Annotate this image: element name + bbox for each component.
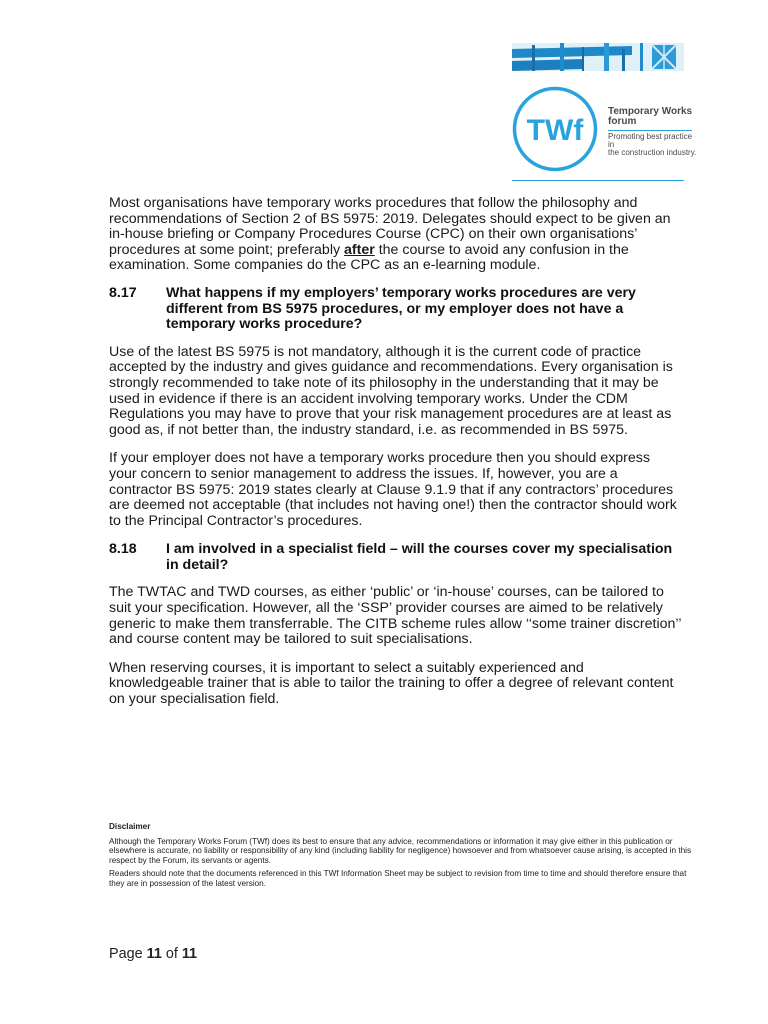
page-label: Page bbox=[109, 946, 143, 962]
disclaimer bbox=[109, 822, 701, 893]
twf-logo-mark bbox=[511, 85, 599, 173]
header-banner-image bbox=[512, 43, 684, 71]
logo-mark-text: TWf bbox=[526, 114, 584, 147]
disclaimer-paragraph-2: Readers should note that the documents referenced in this TWf Information Sheet may be subject to revision from time to time and should therefore ensure that they are in possession of the latest version. bbox=[109, 869, 687, 888]
logo-tagline: Promoting best practice in the construction industry. bbox=[608, 132, 697, 157]
question-8-17 bbox=[109, 286, 681, 333]
logo-divider bbox=[608, 130, 692, 131]
answer-8-17-paragraph-1: Use of the latest BS 5975 is not mandatory, although it is the current code of practice accepted by the industry and gives guidance and recommendations. Every organisation is strongly recommended to take note of its philosophy in the understanding that it may be used in evidence if there is an accident involving temporary works. Under the CDM Regulations you may have to prove that your risk management procedures are at least as good as, if not better than, the industry standard, i.e. as recommended in BS 5975. bbox=[109, 343, 673, 438]
intro-text-after: the course to avoid any confusion in the examination. Some companies do the CPC as an e-learning module. bbox=[109, 241, 629, 274]
question-text: I am involved in a specialist field – will the courses cover my specialisation in detail? bbox=[166, 541, 673, 573]
disclaimer-paragraph-1: Although the Temporary Works Forum (TWf) does its best to ensure that any advice, recommendations or information it may give either in this publication or elsewhere is accurate, no liability or responsibility of any kind (including liability for negligence) howsoever and from whatsoever cause arising, is accepted in this respect by the Forum, its servants or agents. bbox=[109, 836, 692, 865]
header-divider bbox=[512, 180, 684, 181]
of-label: of bbox=[165, 946, 178, 962]
answer-8-17-paragraph-2: If your employer does not have a temporary works procedure then you should express your concern to senior management to address the issues. If, however, you are a contractor BS 5975: 2019 states clearly at Clause 9.1.9 that if any contractors’ procedures are deemed not acceptable (that includes not having one!) then the contractor should work to the Principal Contractor’s procedures. bbox=[109, 450, 677, 529]
current-page: 11 bbox=[146, 946, 162, 962]
disclaimer-heading: Disclaimer bbox=[109, 822, 151, 831]
total-pages: 11 bbox=[181, 946, 198, 962]
intro-paragraph bbox=[109, 196, 681, 274]
question-number: 8.18 bbox=[109, 541, 137, 558]
logo-title: Temporary Works forum bbox=[608, 106, 693, 127]
answer-8-18-paragraph-1: The TWTAC and TWD courses, as either ‘public’ or ‘in-house’ courses, can be tailored to suit your specification. However, all the ‘SSP’ provider courses are aimed to be relatively generic to make them transferrable. The CITB scheme rules allow ‘‘some trainer discretion’’ and course content may be tailored to suit specialisations. bbox=[109, 584, 681, 648]
page-number bbox=[109, 946, 197, 962]
question-number: 8.17 bbox=[109, 284, 137, 301]
answer-8-18-paragraph-2: When reserving courses, it is important to select a suitably experienced and knowledgeable trainer that is able to tailor the training to offer a degree of relevant content on your specialisation field. bbox=[109, 659, 674, 708]
document-body bbox=[109, 196, 681, 721]
question-text: What happens if my employers’ temporary works procedures are very different from BS 5975 procedures, or my employer does not have a temporary works procedure? bbox=[166, 284, 636, 333]
intro-emphasis: after bbox=[344, 241, 375, 258]
twf-logo bbox=[511, 85, 697, 180]
question-8-18 bbox=[109, 542, 681, 573]
intro-text-before: Most organisations have temporary works procedures that follow the philosophy and recommendations of Section 2 of BS 5975: 2019. Delegates should expect to be given an in-house briefing or Company Procedures Course (CPC) on their own organisations’ procedures at some point; preferably bbox=[109, 195, 671, 258]
